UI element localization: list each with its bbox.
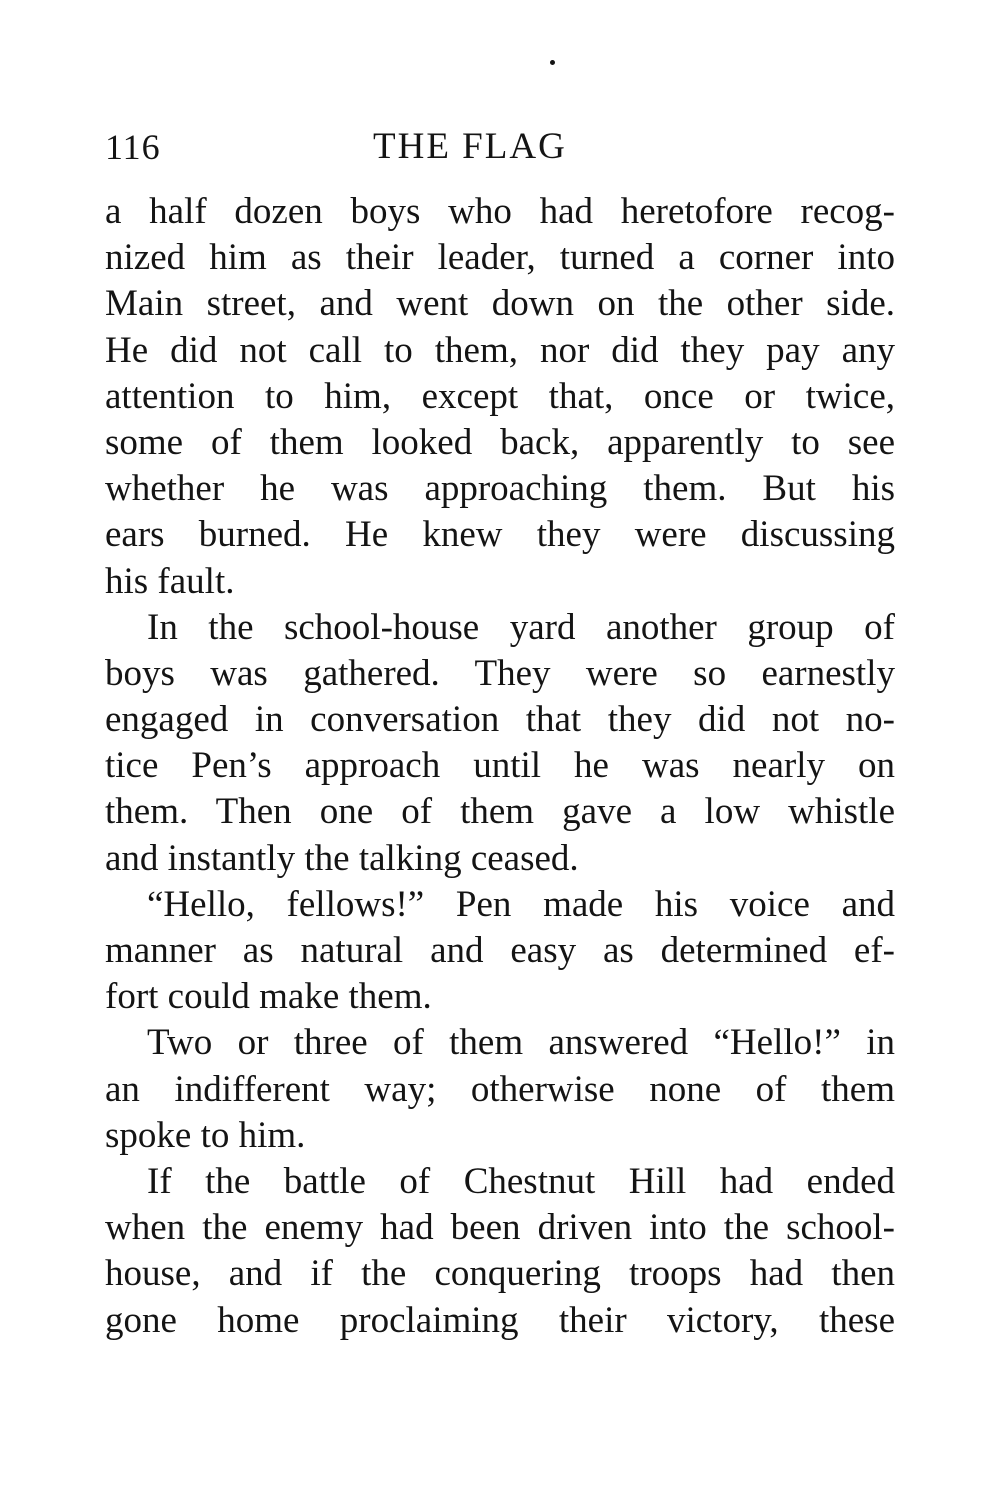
text-line: Two or three of them answered “Hello!” in: [147, 1022, 895, 1064]
text-line: when the enemy had been driven into the school-: [105, 1207, 895, 1249]
text-line: ears burned. He knew they were discussing: [105, 514, 895, 556]
text-line: fort could make them.: [105, 976, 432, 1018]
text-line: house, and if the conquering troops had then: [105, 1253, 895, 1295]
paragraph: [105, 189, 895, 605]
text-line: attention to him, except that, once or twice,: [105, 375, 895, 417]
text-line: spoke to him.: [105, 1114, 306, 1156]
text-line: his fault.: [105, 560, 235, 602]
text-line: a half dozen boys who had heretofore recog-: [105, 191, 895, 232]
text-line: He did not call to them, nor did they pay any: [105, 329, 895, 371]
paragraph: [105, 1020, 895, 1159]
text-line: In the school-house yard another group of: [147, 606, 895, 648]
text-line: If the battle of Chestnut Hill had ended: [147, 1160, 895, 1202]
text-line: Main street, and went down on the other side.: [105, 283, 895, 325]
text-line: whether he was approaching them. But his: [105, 468, 895, 510]
paragraph: [105, 605, 895, 882]
text-line: them. Then one of them gave a low whistle: [105, 791, 895, 833]
text-line: an indifferent way; otherwise none of them: [105, 1068, 895, 1110]
text-line: and instantly the talking ceased.: [105, 837, 579, 879]
text-line: “Hello, fellows!” Pen made his voice and: [147, 883, 895, 925]
text-line: nized him as their leader, turned a corner into: [105, 237, 895, 279]
body-text: [105, 189, 895, 1344]
running-head: THE FLAG: [373, 126, 567, 167]
text-line: manner as natural and easy as determined ef-: [105, 930, 895, 971]
text-line: tice Pen’s approach until he was nearly on: [105, 745, 895, 787]
text-line: some of them looked back, apparently to see: [105, 421, 895, 463]
paragraph: [105, 882, 895, 1021]
paragraph: [105, 1159, 895, 1344]
text-line: gone home proclaiming their victory, these: [105, 1299, 895, 1341]
text-line: boys was gathered. They were so earnestly: [105, 652, 895, 694]
page-number: 116: [105, 127, 161, 167]
text-line: engaged in conversation that they did not no-: [105, 699, 895, 741]
printer-mark: [550, 60, 555, 65]
page-header: [105, 122, 895, 172]
